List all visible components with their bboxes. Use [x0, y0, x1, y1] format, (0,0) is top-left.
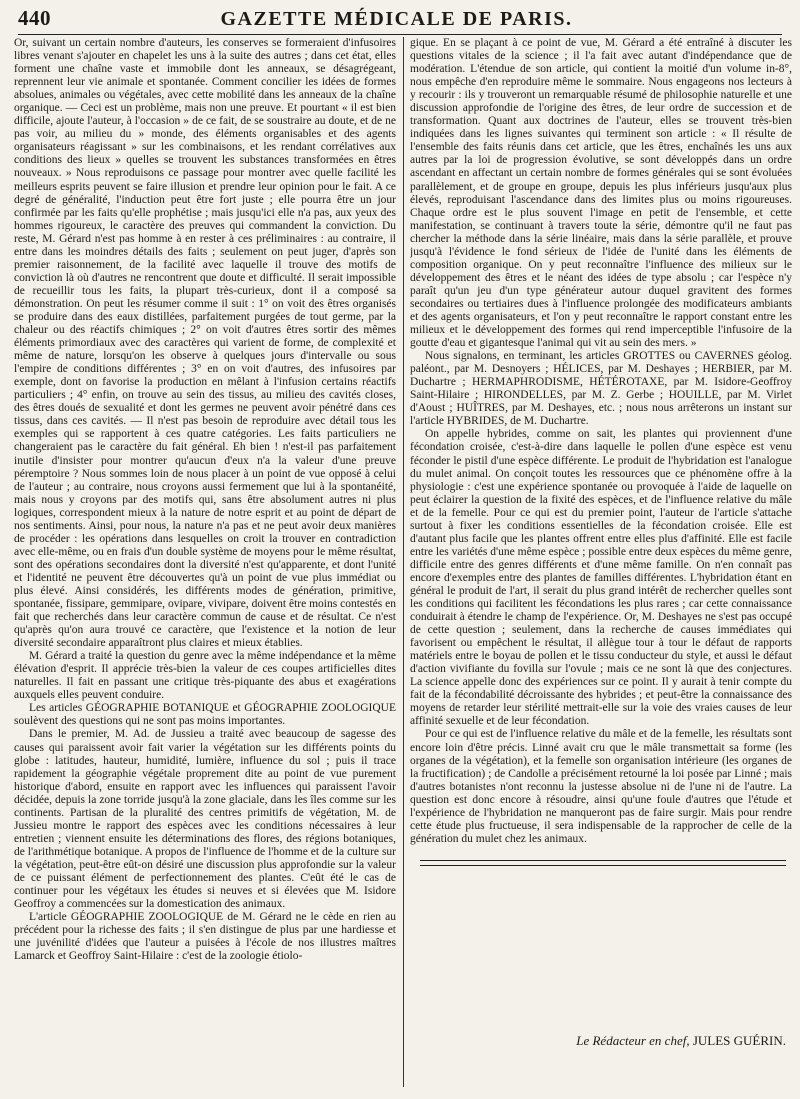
- editor-label: Le Rédacteur en chef,: [576, 1033, 690, 1048]
- page-number: 440: [18, 6, 51, 30]
- page-header: [18, 6, 782, 32]
- editor-signature: [410, 1033, 786, 1049]
- journal-title: GAZETTE MÉDICALE DE PARIS.: [220, 8, 573, 30]
- column-divider: [403, 37, 404, 1087]
- section-end-rule: [420, 860, 786, 866]
- editor-name: JULES GUÉRIN.: [692, 1033, 786, 1048]
- left-column: [14, 37, 396, 1087]
- left-paragraph-4: Dans le premier, M. Ad. de Jussieu a traité avec beaucoup de sagesse des causes qui paraissent avoir fait varier la végétation sur les différents points du globe : latitudes, hauteur, humidité, lumière, influence du sol ; puis il trace rapidement la géographie végétale proprement dite au point de vue purement historique d'abord, ensuite en rapport avec les influences qui paraissent l'avoir décidée, depuis la zone torride jusqu'à la zone glaciale, dans les îles comme sur les continents. Partisan de la pluralité des centres primitifs de végétation, M. de Jussieu montre le rapport des espèces avec les conditions nécessaires à leur entretien ; viennent ensuite les déterminations des flores, des régions botaniques, de l'arithmétique botanique. A propos de l'influence de l'homme et de la culture sur la végétation, peut-être eût-on désiré une discussion plus approfondie sur la valeur de ce puissant élément de perfectionnement des plantes. C'eût été le cas de continuer pour les végétaux les études si neuves et si élevées que M. Isidore Geoffroy a commencées sur la domestication des animaux.: [14, 728, 396, 911]
- header-rule: [18, 34, 782, 35]
- right-paragraph-2: Nous signalons, en terminant, les articles GROTTES ou CAVERNES géolog. paléont., par M. Desnoyers ; HÉLICES, par M. Deshayes ; HERBIER, par M. Duchartre ; HERMAPHRODISME, HÉTÉROTAXE, par M. Isidore-Geoffroy Saint-Hilaire ; HIRONDELLES, par M. Z. Gerbe ; HOUILLE, par M. Virlet d'Aoust ; HUÎTRES, par M. Deshayes, etc. ; nous nous arrêterons un instant sur l'article HYBRIDES, de M. Duchartre.: [410, 350, 792, 428]
- left-paragraph-1: Or, suivant un certain nombre d'auteurs, les conserves se formeraient d'infusoires libres venant s'ajouter en chapelet les uns à la suite des autres ; dans cet état, elles forment une chaîne vaste et immobile dont les anneaux, se désagrégeant, reprennent leur vie animale et spontanée. Comment concilier les idées de formes absolues, animales ou végétales, avec cette mobilité dans les anneaux de la chaîne organique. — Ceci est un problème, mais non une preuve. Et pourtant « il est bien difficile, ajoute l'auteur, à l'occasion » de ce fait, de se soustraire au doute, et de ne pas voir, au milieu du » monde, des éléments organisables et des agents organisateurs réagissant » sur les combinaisons, et les rendant corrélatives aux conditions des lieux » quelles se trouvent les substances transformées en êtres nouveaux. » Nous reproduisons ce passage pour montrer avec quelle facilité les meilleurs esprits peuvent se faire illusion et prendre leur opinion pour le fait. A ce degré de généralité, l'induction peut être fort juste ; elle pourra être un jour confirmée par les faits qu'elle prophétise ; mais jusqu'ici elle n'a pas, aux yeux des hommes rigoureux, le caractère des preuves qui commandent la conviction. Du reste, M. Gérard n'est pas homme à en rester à ces préliminaires : au contraire, il entre dans les moindres détails des faits ; seulement on peut juger, d'après son premier raisonnement, de la facilité avec laquelle il trouve des motifs de conviction là où d'autres ne rencontrent que doute et difficulté. Il serait impossible de recueillir tous les faits, la plupart très-curieux, dont il a composé sa démonstration. On peut les résumer comme il suit : 1° on voit des êtres organisés se produire dans des eaux distillées, parfaitement purgées de tout germe, par la chaleur ou des réactifs chimiques ; 2° on voit d'autres êtres sortir des mêmes éléments primordiaux avec des caractères qui varient de forme, de complexité et même de nature, lorsqu'on les observe à quelques jours d'intervalle ou sous l'empire de conditions différentes ; 3° en on voit d'autres, des infusoires par exemple, dont on favorise la production en mêlant à l'infusion certains réactifs particuliers ; 4° enfin, on trouve au sein des tissus, au milieu des cavités closes, des êtres doués de sexualité et dont les germes ne peuvent avoir pénétré dans ces tissus, dans ces cavités. — Il n'est pas besoin de reproduire avec détail tous les exemples qui se rapportent à ces quatre catégories. Les faits particuliers ne changeraient pas le caractère du fait général. Eh bien ! n'est-il pas parfaitement inutile d'insister pour montrer qu'aucun d'eux n'a la valeur d'une preuve péremptoire ? Nous sommes loin de nous placer à un point de vue opposé à celui de l'auteur ; au contraire, nous croyons aussi fermement que lui à la spontanéité, mais nous y croyons par des motifs qui, sans être absolument autres ni plus logiques, correspondent mieux à la nature de notre esprit et au point de départ de nos sentiments. Ainsi, pour nous, la nature n'a pas et ne peut avoir deux manières de procéder : les opérations dans lesquelles on croit la trouver en contradiction avec elle-même, ou en frais d'un double système de moyens pour le même résultat, sont des opérations secondaires dont la diversité n'est qu'apparente, et dont l'unité et l'identité ne peuvent être découvertes qu'à un point de vue plus immédiat ou plus élevé. Ainsi considérés, les différents modes de génération, primitive, spontanée, fissipare, gemmipare, ovipare, vivipare, doivent être moins contestés en fait que recherchés dans leur caractère commun de cause et de résultat. Ce n'est qu'après qu'on aura trouvé ce caractère, que l'existence et la notion de leur diversité secondaire apparaîtront plus claires et mieux établies.: [14, 37, 396, 650]
- right-paragraph-3: On appelle hybrides, comme on sait, les plantes qui proviennent d'une fécondation croisée, c'est-à-dire dans laquelle le pollen d'une espèce est venu féconder le pistil d'une espèce différente. Le produit de l'hybridation est l'analogue du mulet animal. On conçoit toutes les ressources que ce phénomène offre à la physiologie : c'est une expérience spontanée ou provoquée à l'aide de laquelle on peut éclairer la question de la fixité des espèces, et de l'influence relative du mâle et de la femelle. Pour ce qui est du premier point, l'auteur de l'article s'attache surtout à fixer les conditions essentielles de la fécondation croisée. Elle est d'autant plus facile que les plantes offrent entre elles plus d'affinité. Elle est facile entre les variétés d'une même espèce ; possible entre deux espèces du même genre, difficile entre des genres différents et d'une même famille. On n'en connaît pas encore d'exemples entre des plantes de familles différentes. L'hybridation étant en général le produit de l'art, il serait du plus grand intérêt de rechercher quelles sont les conditions qui facilitent les fécondations les plus rares ; car cette connaissance conduirait à étendre le champ de l'expérience. Or, M. Deshayes ne s'est pas occupé de cette question ; seulement, dans la recherche de causes immédiates qui favorisent ou empêchent le résultat, il allègue tour à tour le défaut de rapports matériels entre le boyau de pollen et le tissu conducteur du style, et aussi le défaut d'action vivifiante du fovilla sur l'ovule ; mais ce ne sont là que des conjectures. La science appelle donc des expériences sur ce point. Il y aurait à tenir compte du fait de la fécondabilité décroissante des hybrides ; et peut-être la connaissance des moyens de retarder leur stérilité mettrait-elle sur la voie des vraies causes de leur affinité sexuelle et de leur fécondation.: [410, 428, 792, 728]
- right-column: [410, 37, 792, 1087]
- left-paragraph-5: L'article GÉOGRAPHIE ZOOLOGIQUE de M. Gérard ne le cède en rien au précédent pour la richesse des faits ; il s'en distingue de plus par une hardiesse et une juvénilité d'idées que l'auteur a puisées à l'école de nos illustres maîtres Lamarck et Geoffroy Saint-Hilaire : c'est de la zoologie étiolo-: [14, 911, 396, 963]
- left-paragraph-2: M. Gérard a traité la question du genre avec la même indépendance et la même élévation d'esprit. Il apprécie très-bien la valeur de ces coupes artificielles dites naturelles. Il fait en passant une critique très-piquante des abus et exagérations auxquels elles peuvent conduire.: [14, 650, 396, 702]
- right-paragraph-1: gique. En se plaçant à ce point de vue, M. Gérard a été entraîné à discuter les questions vitales de la science ; il l'a fait avec autant d'indépendance que de modération. L'étendue de son article, qui contient la moitié d'un volume in-8°, nous empêche d'en reproduire même le sommaire. Nous engageons nos lecteurs à y recourir : ils y trouveront un remarquable résumé de philosophie naturelle et une discussion approfondie de l'origine des êtres, de leur ordre de succession et de transformation. Quant aux doctrines de l'auteur, elles se trouvent très-bien indiquées dans les lignes suivantes qui terminent son article : « Il résulte de l'ensemble des faits réunis dans cet article, que les êtres, enchaînés les uns aux autres par la loi de progression évolutive, se sont développés dans un ordre ascendant en affectant un certain nombre de formes générales qui se sont évoluées parallèlement, et de groupe en groupe, depuis les plus inférieurs jusqu'aux plus élevés, reproduisant l'ascendance dans des limites plus ou moins rigoureuses. Chaque ordre est le plus souvent l'image en petit de l'ensemble, et cette manifestation, se continuant à travers toute la série, démontre qu'il ne faut pas chercher la méthode dans la série linéaire, mais dans la série parallèle, et prouve jusqu'à l'évidence le fond sérieux de l'idée de l'unité dans les éléments de composition organique. On y peut reconnaître l'influence des milieux sur le développement des êtres et le néant des idées de type absolu ; car l'espèce n'y paraît qu'un jeu d'un type générateur autour duquel gravitent des formes secondaires ou tertiaires dues à l'influence prolongée des modificateurs ambiants et des agents organisateurs, et l'on y peut reconnaître le rapport constant entre les milieux et le développement des formes qui rend imperceptible l'infusoire de la goutte d'eau et gigantesque l'animal qui vit au sein des mers. »: [410, 37, 792, 350]
- show-through-ghost-text: [410, 872, 792, 1022]
- right-paragraph-4: Pour ce qui est de l'influence relative du mâle et de la femelle, les résultats sont encore loin d'être précis. Linné avait cru que le mâle transmettait sa forme (les organes de la végétation), et la femelle son organisation intérieure (les organes de la fructification) ; de Candolle a précisément retourné la loi posée par Linné ; mais d'autres botanistes n'ont reconnu la justesse absolue ni de l'une ni de l'autre. La question est donc encore à résoudre, ainsi qu'une foule d'autres que l'étude et l'expérience de l'hybridation ne manqueront pas de faire surgir. Mais pour rendre cette étude plus fructueuse, il sera indispensable de la rapprocher de celle de la génération du mulet chez les animaux.: [410, 728, 792, 845]
- left-paragraph-3: Les articles GÉOGRAPHIE BOTANIQUE et GÉOGRAPHIE ZOOLOGIQUE soulèvent des questions qui ne sont pas moins importantes.: [14, 702, 396, 728]
